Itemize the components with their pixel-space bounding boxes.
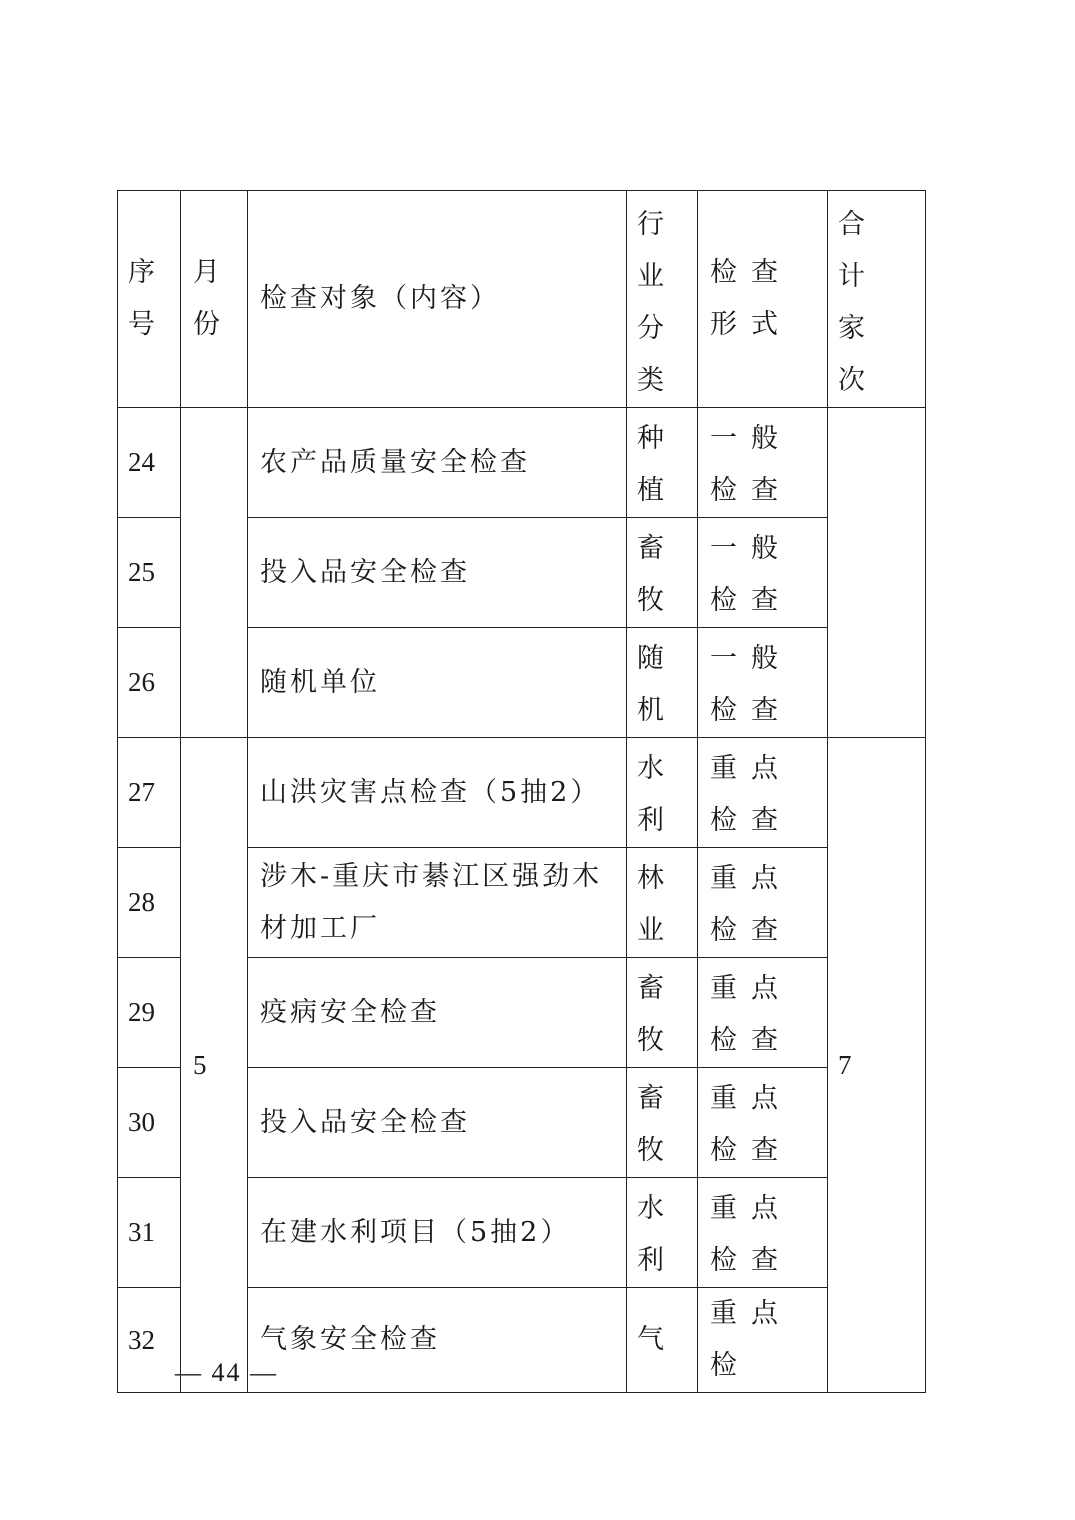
row-object: 随机单位 — [248, 628, 627, 738]
table-row — [118, 738, 926, 848]
header-total-text: 合计家次 — [838, 209, 893, 396]
row-seq: 29 — [118, 958, 181, 1068]
table-row — [118, 408, 926, 518]
row-industry: 林 业 — [627, 848, 698, 958]
row-seq: 28 — [118, 848, 181, 958]
row-form: 重点检查 — [698, 738, 828, 848]
header-total — [828, 191, 926, 408]
header-form: 检查形式 — [698, 191, 828, 408]
row-form: 重点检 — [698, 1288, 828, 1393]
row-industry: 水 利 — [627, 1178, 698, 1288]
table-header-row — [118, 191, 926, 408]
row-object: 山洪灾害点检查（5抽2） — [248, 738, 627, 848]
row-seq: 25 — [118, 518, 181, 628]
row-seq: 24 — [118, 408, 181, 518]
row-industry: 水 利 — [627, 738, 698, 848]
row-object: 投入品安全检查 — [248, 518, 627, 628]
row-form: 重点检查 — [698, 1068, 828, 1178]
row-industry: 畜 牧 — [627, 958, 698, 1068]
row-object: 气象安全检查 — [248, 1288, 627, 1393]
row-form: 一般检查 — [698, 628, 828, 738]
header-seq: 序 号 — [118, 191, 181, 408]
row-industry: 畜 牧 — [627, 518, 698, 628]
row-seq: 32 — [118, 1288, 181, 1393]
row-seq: 27 — [118, 738, 181, 848]
header-object: 检查对象（内容） — [248, 191, 627, 408]
row-object: 疫病安全检查 — [248, 958, 627, 1068]
row-industry: 种 植 — [627, 408, 698, 518]
header-month: 月 份 — [181, 191, 248, 408]
row-object: 涉木-重庆市綦江区强劲木材加工厂 — [248, 848, 627, 958]
row-form: 一般检查 — [698, 408, 828, 518]
row-object: 农产品质量安全检查 — [248, 408, 627, 518]
month-cell-empty — [181, 408, 248, 738]
page-number: — 44 — — [175, 1358, 278, 1387]
row-form: 一般检查 — [698, 518, 828, 628]
total-cell-empty — [828, 408, 926, 738]
header-industry: 行 业 分 类 — [627, 191, 698, 408]
row-seq: 26 — [118, 628, 181, 738]
total-cell: 7 — [828, 738, 926, 1393]
row-industry: 畜 牧 — [627, 1068, 698, 1178]
row-form: 重点检查 — [698, 958, 828, 1068]
month-cell: 5 — [181, 738, 248, 1393]
row-seq: 31 — [118, 1178, 181, 1288]
row-industry: 随 机 — [627, 628, 698, 738]
row-form: 重点检查 — [698, 848, 828, 958]
row-object: 投入品安全检查 — [248, 1068, 627, 1178]
row-form: 重点检查 — [698, 1178, 828, 1288]
inspection-table — [117, 190, 926, 1393]
row-industry: 气 — [627, 1288, 698, 1393]
row-seq: 30 — [118, 1068, 181, 1178]
row-object: 在建水利项目（5抽2） — [248, 1178, 627, 1288]
